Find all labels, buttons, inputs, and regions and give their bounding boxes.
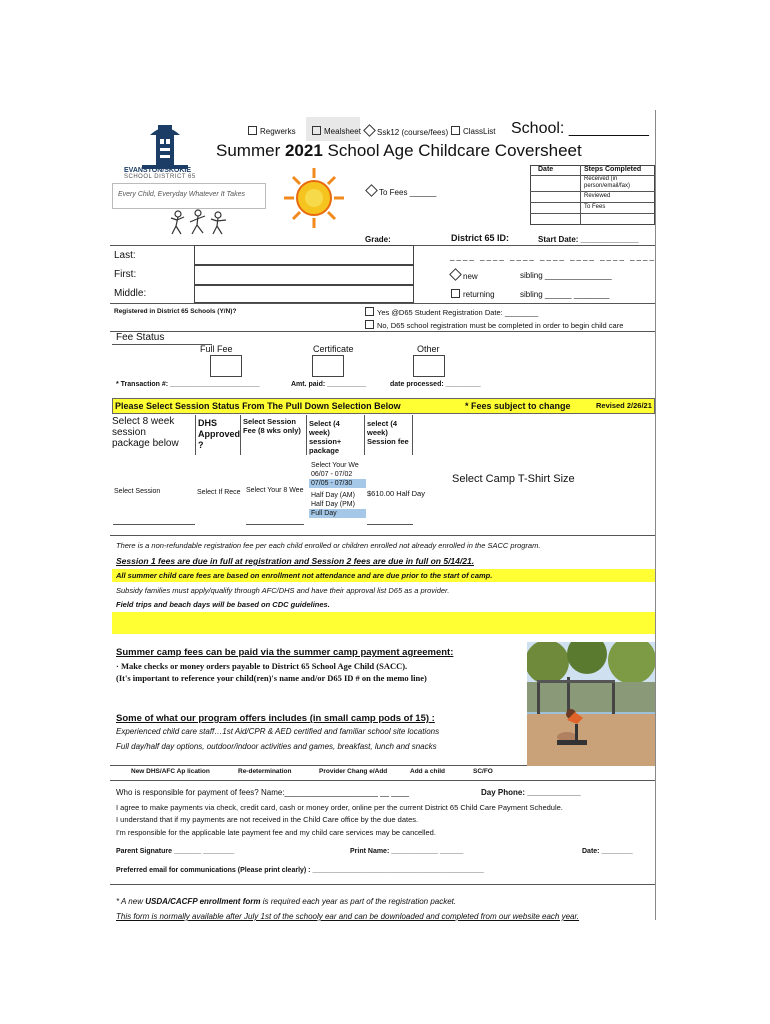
tab-scfo[interactable]: SC/FO: [473, 768, 493, 775]
last-name-input[interactable]: [194, 245, 414, 265]
district-id-label: District 65 ID:: [451, 233, 510, 243]
returning-checkbox[interactable]: [451, 289, 460, 298]
tab-new-dhs[interactable]: New DHS/AFC Ap lication: [131, 768, 210, 775]
playground-photo: [527, 642, 655, 766]
day-phone-field[interactable]: Day Phone: ____________: [481, 788, 581, 797]
fee-status-label: Fee Status: [116, 332, 165, 343]
payment-heading: Summer camp fees can be paid via the summer camp payment agreement:: [116, 647, 454, 658]
week-dropdown-title: Select Your We: [309, 461, 366, 470]
week-option-1[interactable]: 06/07 - 07/02: [311, 471, 353, 478]
no-checkbox[interactable]: [365, 320, 374, 329]
mealsheet-checkbox[interactable]: [312, 126, 321, 135]
date-field[interactable]: Date: ________: [582, 848, 633, 855]
tshirt-size-dropdown[interactable]: Select Camp T-Shirt Size: [452, 473, 575, 485]
program-line-2: Full day/half day options, outdoor/indoor activities and games, breakfast, lunch and snacks: [116, 742, 437, 751]
step-to-fees: To Fees: [584, 204, 606, 210]
yes-checkbox[interactable]: [365, 307, 374, 316]
revised-text: Revised 2/26/21: [596, 401, 652, 410]
payment-line-2: (It's important to reference your child(ren)'s name and/or D65 ID # on the memo line): [116, 673, 427, 683]
select-8-week-label: Select 8 week session package below: [112, 416, 179, 449]
new-option[interactable]: new: [451, 270, 478, 281]
sibling-field-2[interactable]: sibling ______ ________: [520, 290, 610, 299]
certificate-label: Certificate: [313, 344, 354, 354]
steps-table: [530, 165, 655, 225]
usda-line-1: * A new USDA/CACFP enrollment form is required each year as part of the registration packet.: [116, 897, 457, 906]
ssk12-diamond-icon[interactable]: [363, 124, 376, 137]
yes-d65-option[interactable]: Yes @D65 Student Registration Date: ________: [365, 307, 538, 317]
steps-date-header: Date: [538, 166, 554, 173]
note-session-due: Session 1 fees are due in full at registration and Session 2 fees are due in full on 5/14/21.: [116, 556, 475, 566]
school-field[interactable]: School: _________: [511, 120, 649, 137]
transaction-field[interactable]: * Transaction #: _______________________: [116, 381, 260, 388]
returning-option[interactable]: returning: [451, 289, 495, 299]
last-name-label: Last:: [114, 250, 136, 261]
logo-subtitle: SCHOOL DISTRICT 65: [124, 174, 196, 180]
program-line-1: Experienced child care staff…1st Aid/CPR & AED certified and familiar school site locations: [116, 727, 440, 736]
tab-add-child[interactable]: Add a child: [410, 768, 446, 775]
responsible-name-field[interactable]: Who is responsible for payment of fees? Name:_____________________ __ ____: [116, 788, 410, 797]
option-ssk12[interactable]: Ssk12 (course/fees): [365, 126, 448, 137]
regwerks-checkbox[interactable]: [248, 126, 257, 135]
select-if-rec-dropdown[interactable]: Select If Rece: [197, 489, 241, 496]
classlist-checkbox[interactable]: [451, 126, 460, 135]
select-4week-fee-label: select (4 week) Session fee: [367, 419, 409, 446]
option-regwerks[interactable]: Regwerks: [248, 126, 296, 136]
first-name-label: First:: [114, 269, 137, 280]
start-date-field[interactable]: Start Date: _____________: [538, 235, 639, 244]
logo-name: EVANSTON/SKOKIE: [124, 167, 192, 174]
middle-name-label: Middle:: [114, 288, 147, 299]
certificate-box[interactable]: [312, 355, 344, 377]
full-day-option[interactable]: Full Day: [309, 509, 366, 518]
select-session-dropdown[interactable]: Select Session: [114, 488, 161, 495]
fees-subject-text: * Fees subject to change: [465, 401, 571, 411]
yellow-band: [112, 612, 655, 634]
no-d65-option[interactable]: No, D65 school registration must be completed in order to begin child care: [365, 320, 623, 330]
usda-line-2: This form is normally available after July 1st of the schooly ear and can be downloaded and completed from our website each year.: [116, 912, 580, 921]
preferred-email-field[interactable]: Preferred email for communications (Please print clearly) : ____________________________________________: [116, 867, 484, 874]
half-day-am-option[interactable]: Half Day (AM): [311, 492, 355, 499]
other-label: Other: [417, 344, 440, 354]
tagline: Every Child, Everyday Whatever It Takes: [118, 191, 245, 198]
time-dropdown[interactable]: [309, 491, 366, 518]
parent-signature-field[interactable]: Parent Signature _______ ________: [116, 848, 235, 855]
select-4week-label: Select (4 week) session+ package: [309, 419, 342, 455]
session-banner-text: Please Select Session Status From The Pull Down Selection Below: [115, 401, 401, 411]
sun-icon: [282, 166, 346, 230]
registered-label: Registered in District 65 Schools (Y/N)?: [114, 308, 237, 315]
note-subsidy: Subsidy families must apply/qualify through AFC/DHS and have their approval list D65 as a provider.: [116, 586, 450, 595]
note-field-trips: Field trips and beach days will be based on CDC guidelines.: [116, 600, 330, 609]
agreement-p3: I'm responsible for the applicable late payment fee and my child care services may be cancelled.: [116, 828, 436, 837]
print-name-field[interactable]: Print Name: ____________ ______: [350, 848, 464, 855]
fee-status-underline: [112, 344, 212, 345]
grade-label: Grade:: [365, 235, 391, 244]
select-your-8-dropdown[interactable]: Select Your 8 Wee: [246, 487, 304, 494]
new-diamond-icon[interactable]: [449, 268, 462, 281]
middle-name-input[interactable]: [194, 285, 414, 303]
week-option-2[interactable]: 07/05 - 07/30: [309, 479, 366, 488]
full-fee-box[interactable]: [210, 355, 242, 377]
first-name-input[interactable]: [194, 265, 414, 285]
half-day-pm-option[interactable]: Half Day (PM): [311, 501, 355, 508]
full-fee-label: Full Fee: [200, 344, 233, 354]
note-enrollment-fees: All summer child care fees are based on enrollment not attendance and are due prior to the start of camp.: [116, 571, 493, 580]
id-blanks: ____ ____ ____ ____ ____ ____ ____: [450, 252, 656, 261]
agreement-p1: I agree to make payments via check, credit card, cash or money order, online per the current District 65 Child Care Payment Schedule.: [116, 803, 563, 812]
date-processed-field[interactable]: date processed: _________: [390, 381, 481, 388]
steps-completed-header: Steps Completed: [584, 166, 642, 173]
step-reviewed: Reviewed: [584, 193, 611, 199]
step-received: Received (in person/email/fax): [584, 176, 631, 189]
page-title: Summer 2021 School Age Childcare Coversheet: [216, 141, 582, 160]
other-box[interactable]: [413, 355, 445, 377]
payment-line-1: · Make checks or money orders payable to District 65 School Age Child (SACC).: [116, 661, 408, 671]
option-classlist[interactable]: ClassList: [451, 126, 495, 136]
option-mealsheet[interactable]: Mealsheet: [312, 126, 361, 136]
select-session-fee-label: Select Session Fee (8 wks only): [243, 417, 301, 435]
sibling-field-1[interactable]: sibling _______________: [520, 271, 612, 280]
amt-paid-field[interactable]: Amt. paid: __________: [291, 381, 367, 388]
program-heading: Some of what our program offers includes (in small camp pods of 15) :: [116, 713, 435, 724]
to-fees-field[interactable]: To Fees ______: [367, 186, 436, 197]
dhs-approved-label: DHS Approved ?: [198, 418, 241, 450]
agreement-p2: I understand that if my payments are not received in the Child Care office by the due dates.: [116, 815, 419, 824]
price-value: $610.00 Half Day: [367, 489, 425, 498]
to-fees-diamond-icon[interactable]: [365, 184, 378, 197]
tab-redetermination[interactable]: Re-determination: [238, 768, 292, 775]
children-drawing: [168, 208, 233, 236]
tab-provider-change[interactable]: Provider Chang e/Add: [319, 768, 388, 775]
note-registration-fee: There is a non-refundable registration fee per each child enrolled or children enrolled not already enrolled in the SACC program.: [116, 541, 541, 550]
